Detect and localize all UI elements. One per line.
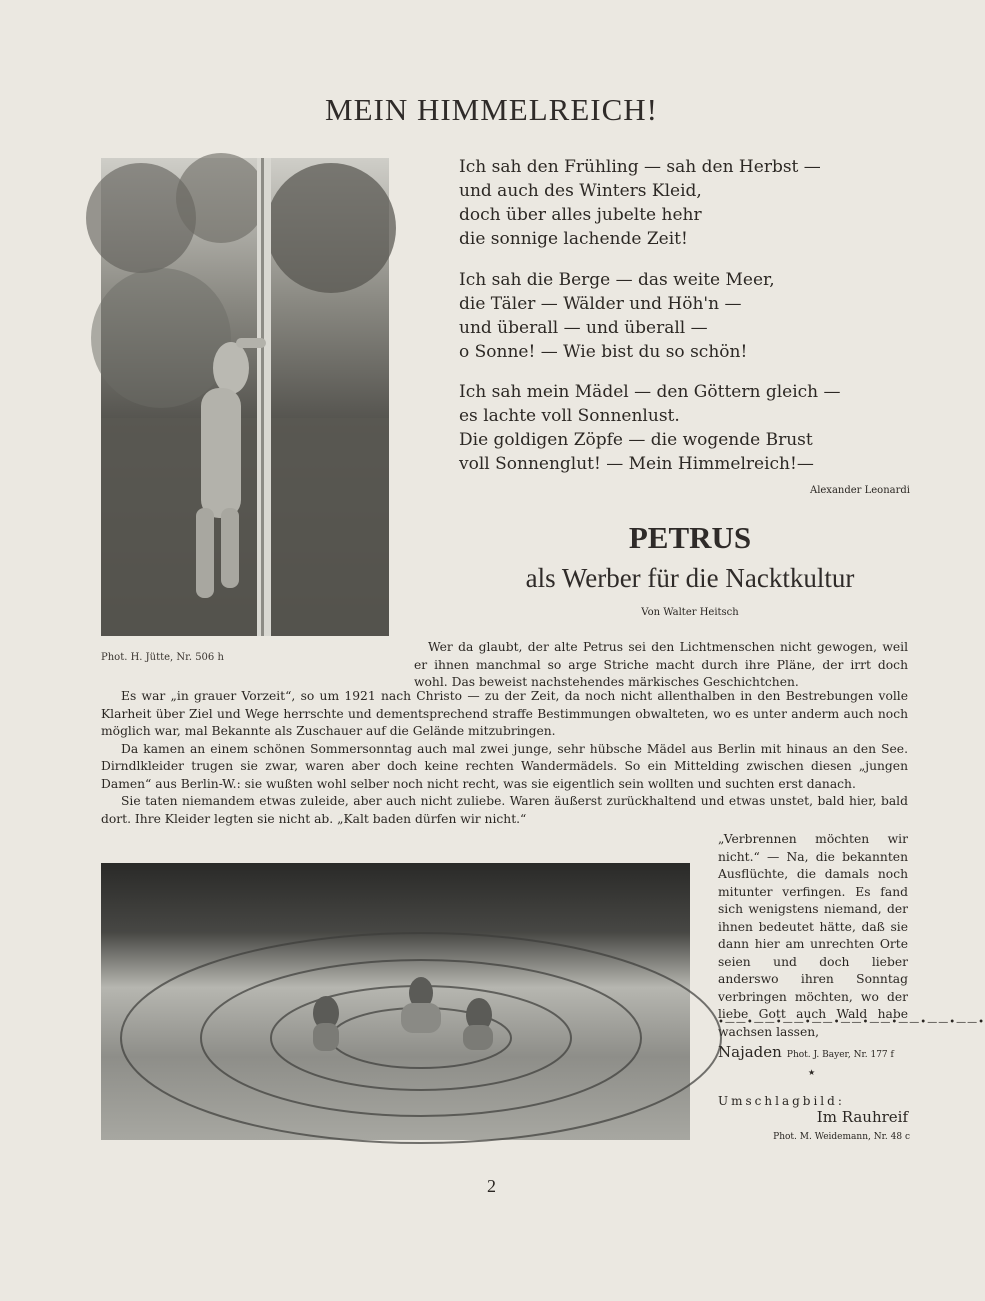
- star-ornament: ★: [808, 1068, 816, 1077]
- poem-line: die sonnige lachende Zeit!: [459, 229, 688, 249]
- article-paragraph-side: „Verbrennen möchten wir nicht.“ — Na, die bekannten Ausflüchte, die damals noch mitunter verfingen. Es fand sich wenigstens niemand, der ihnen bedeutet hätte, daß sie dann hier am unrechten Orte seien und doch lieber anderswo ihren Sonntag verbringen möchten, wo der liebe Gott auch Wald habe wachsen lassen,: [718, 832, 908, 1039]
- photo2-credit: Phot. J. Bayer, Nr. 177 f: [786, 1050, 894, 1060]
- article-paragraph: Da kamen an einem schönen Sommersonntag auch mal zwei junge, sehr hübsche Mädel aus Berlin mit hinaus an den See. Dirndlkleider trugen sie zwar, waren aber doch keine rechten Wandermädels. So ein Mittelding zwischen diesen „jungen Damen“ aus Berlin-W.: sie wußten wohl selber noch nicht recht, was sie eigentlich sein wollten und suchten erst danach.: [101, 741, 908, 791]
- article-body: [101, 688, 908, 828]
- poem-line: doch über alles jubelte hehr: [459, 205, 702, 225]
- photo1-caption: Phot. H. Jütte, Nr. 506 h: [101, 652, 224, 663]
- cover-label: Umschlagbild:: [718, 1094, 845, 1108]
- ornament-divider: •——•——•——•——•——•——•——•——•——•: [718, 1017, 985, 1028]
- photo-najaden: [101, 863, 690, 1140]
- poem-stanza-1: [459, 155, 821, 251]
- poem-line: Ich sah die Berge — das weite Meer,: [459, 270, 775, 290]
- poem-stanza-2: [459, 268, 775, 364]
- poem-line: und auch des Winters Kleid,: [459, 181, 702, 201]
- article-subtitle: als Werber für die Nacktkultur: [525, 563, 855, 593]
- photo-woman-birch: [101, 158, 389, 636]
- poem-line: die Täler — Wälder und Höh'n —: [459, 294, 742, 314]
- cover-title: Im Rauhreif: [816, 1108, 908, 1126]
- poem-line: voll Sonnenglut! — Mein Himmelreich!—: [459, 454, 814, 474]
- poem-line: o Sonne! — Wie bist du so schön!: [459, 342, 748, 362]
- poem-line: Ich sah mein Mädel — den Göttern gleich —: [459, 382, 841, 402]
- photo2-caption: [718, 1042, 918, 1061]
- article-paragraph: Sie taten niemandem etwas zuleide, aber auch nicht zuliebe. Waren äußerst zurückhaltend und etwas unstet, bald hier, bald dort. Ihre Kleider legten sie nicht ab. „Kalt baden dürfen wir nicht.“: [101, 794, 908, 826]
- article-paragraph: Es war „in grauer Vorzeit“, so um 1921 nach Christo — zu der Zeit, da noch nicht allenthalben in den Bestrebungen volle Klarheit über Ziel und Wege herrschte und dementsprechend straffe Bestimmungen obwalteten, wo es unter anderm auch noch möglich war, mal Bekannte als Zuschauer auf die Gelände mitzubringen.: [101, 689, 908, 738]
- cover-credit: Phot. M. Weidemann, Nr. 48 c: [773, 1132, 910, 1142]
- poem-line: und überall — und überall —: [459, 318, 708, 338]
- page-title: MEIN HIMMELREICH!: [325, 92, 658, 127]
- poem-author: Alexander Leonardi: [809, 485, 910, 496]
- poem-line: Ich sah den Frühling — sah den Herbst —: [459, 157, 821, 177]
- poem-line: Die goldigen Zöpfe — die wogende Brust: [459, 430, 813, 450]
- poem-stanza-3: [459, 380, 841, 476]
- photo-najaden-image: [101, 863, 690, 1140]
- poem-line: es lachte voll Sonnenlust.: [459, 406, 680, 426]
- photo2-title: Najaden: [718, 1043, 782, 1061]
- article-paragraph: Wer da glaubt, der alte Petrus sei den Lichtmenschen nicht gewogen, weil er ihnen manchmal so arge Striche macht durch ihre Pläne, der irrt doch wohl. Das beweist nachstehendes märkisches Geschichtchen.: [414, 640, 908, 689]
- article-byline: Von Walter Heitsch: [641, 607, 739, 618]
- page-number: 2: [487, 1176, 496, 1196]
- article-title: PETRUS: [628, 520, 752, 555]
- photo-woman-birch-image: [101, 158, 389, 636]
